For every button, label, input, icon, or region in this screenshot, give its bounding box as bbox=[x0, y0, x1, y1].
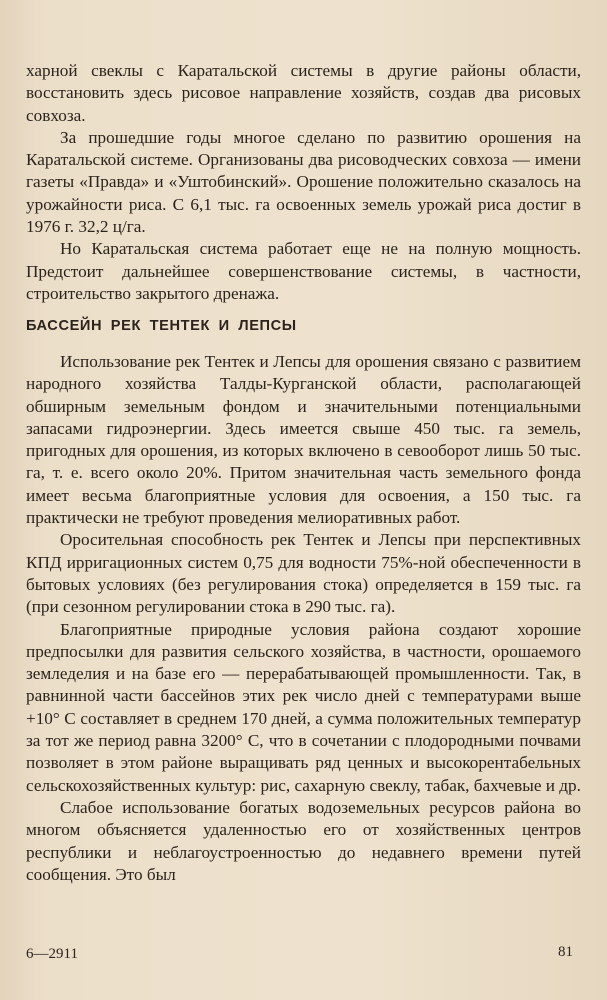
paragraph-irrigation-capacity: Оросительная способность рек Тентек и Лепсы при перспективных КПД ирригационных систем 0,75 для водности 75%-ной обеспеченности в бытовых условиях (без регулирования стока) определяется в 159 тыс. га (при сезонном регулировании стока в 290 тыс. га). bbox=[26, 530, 581, 617]
page-number: 81 bbox=[558, 944, 573, 960]
paragraph-karatal-capacity: Но Каратальская система работает еще не на полную мощность. Предстоит дальнейшее совершенствование системы, в частности, строительство закрытого дренажа. bbox=[26, 239, 581, 303]
paragraph-weak-usage: Слабое использование богатых водоземельных ресурсов района во многом объясняется удаленностью его от хозяйственных центров республики и неблагоустроенностью до недавнего времени путей сообщения. Это был bbox=[26, 797, 581, 884]
printer-signature: 6—2911 bbox=[26, 946, 78, 962]
paragraph-karatal-irrigation: За прошедшие годы многое сделано по развитию орошения на Каратальской системе. Организованы два рисоводческих совхоза — имени газеты «Правда» и «Уштобинский». Орошение положительно сказалось на урожайности риса. С 6,1 тыс. га освоенных земель урожай риса достиг в 1976 г. 32,2 ц/га. bbox=[26, 127, 581, 237]
paragraph-river-use: Использование рек Тентек и Лепсы для орошения связано с развитием народного хозяйства Талды-Курганской области, располагающей обширным земельным фондом и значительными потенциальными запасами гидроэнергии. Здесь имеется свыше 450 тыс. га земель, пригодных для орошения, из которых включено в севооборот лишь 50 тыс. га, т. е. всего около 20%. Притом значительная часть земельного фонда имеет весьма благоприятные условия для освоения, а 150 тыс. га практически не требуют проведения мелиоративных работ. bbox=[26, 352, 581, 528]
section-heading: БАССЕЙН РЕК ТЕНТЕК И ЛЕПСЫ bbox=[26, 318, 297, 334]
section-text-block bbox=[26, 351, 581, 886]
top-text-block bbox=[26, 60, 581, 305]
paragraph-natural-conditions: Благоприятные природные условия района создают хорошие предпосылки для развития сельского хозяйства, в частности, орошаемого земледелия и на базе его — перерабатывающей промышленности. Так, в равнинной части бассейнов этих рек число дней с температурами выше +10° С составляет в среднем 170 дней, а сумма положительных температур за тот же период равна 3200° С, что в сочетании с плодородными почвами позволяет в этом районе выращивать ряд ценных и высокорентабельных сельскохозяйственных культур: рис, сахарную свеклу, табак, бахчевые и др. bbox=[26, 619, 581, 795]
paragraph-continuation: харной свеклы с Каратальской системы в другие районы области, восстановить здесь рисовое направление хозяйств, создав два рисовых совхоза. bbox=[26, 61, 581, 125]
